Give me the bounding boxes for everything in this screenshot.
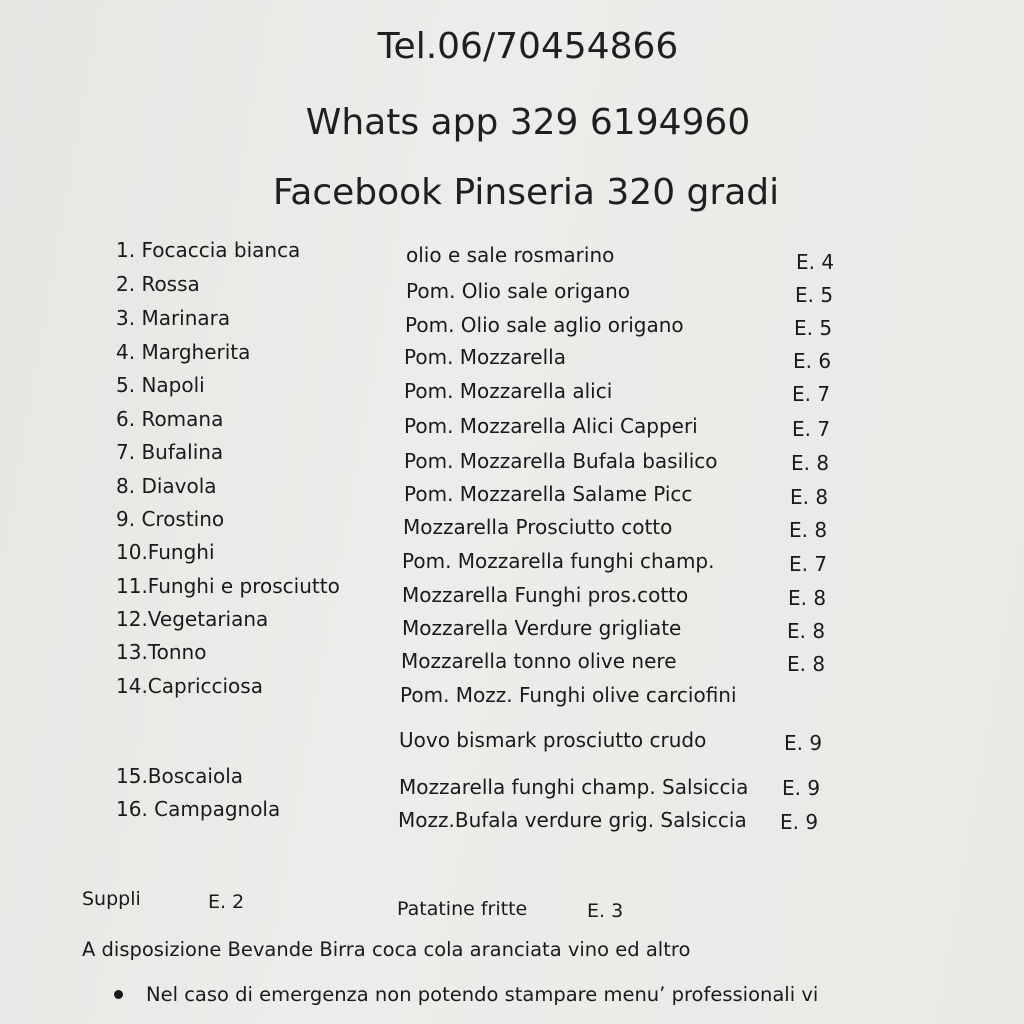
- item-price: E. 6: [793, 349, 832, 373]
- menu-row: [0, 507, 1024, 541]
- item-name: 16. Campagnola: [116, 797, 281, 821]
- item-description: Mozzarella Verdure grigliate: [402, 616, 682, 640]
- emergency-note: Nel caso di emergenza non potendo stampare menu’ professionali vi: [146, 983, 819, 1006]
- item-description: Uovo bismark prosciutto crudo: [399, 728, 707, 752]
- item-name: 1. Focaccia bianca: [116, 238, 301, 262]
- menu-row: [0, 272, 1024, 306]
- item-name: 12.Vegetariana: [116, 607, 269, 631]
- menu-row: [0, 726, 1024, 760]
- item-description: Pom. Mozzarella funghi champ.: [402, 549, 715, 573]
- item-price: E. 5: [794, 316, 833, 340]
- item-name: 6. Romana: [116, 407, 224, 431]
- item-description: Pom. Mozzarella Salame Picc: [404, 482, 693, 506]
- item-price: E. 8: [789, 518, 828, 542]
- item-description: olio e sale rosmarino: [406, 243, 615, 267]
- menu-row: [0, 238, 1024, 272]
- item-name: 3. Marinara: [116, 306, 231, 330]
- item-price: E. 9: [780, 810, 819, 834]
- item-price: E. 5: [795, 283, 834, 307]
- phone-number: Tel.06/70454866: [377, 26, 679, 67]
- item-description: Mozzarella Funghi pros.cotto: [402, 583, 689, 607]
- item-name: 14.Capricciosa: [116, 674, 263, 698]
- item-price: E. 8: [787, 619, 826, 643]
- item-description: Mozz.Bufala verdure grig. Salsiccia: [398, 808, 747, 832]
- item-price: E. 8: [787, 652, 826, 676]
- item-description: Pom. Olio sale aglio origano: [405, 313, 684, 337]
- menu-row: [0, 373, 1024, 407]
- menu-row: [0, 340, 1024, 374]
- item-description: Pom. Mozzarella Alici Capperi: [404, 414, 698, 438]
- item-name: 15.Boscaiola: [116, 764, 244, 788]
- item-name: 5. Napoli: [116, 373, 205, 397]
- menu-row: [0, 607, 1024, 641]
- item-name: 9. Crostino: [116, 507, 225, 531]
- whatsapp-number: Whats app 329 6194960: [305, 102, 751, 143]
- item-description: Mozzarella tonno olive nere: [401, 649, 677, 673]
- patatine-price: E. 3: [587, 900, 624, 922]
- item-name: 13.Tonno: [116, 640, 207, 664]
- menu-row: [0, 407, 1024, 441]
- menu-row: [0, 474, 1024, 508]
- item-price: E. 8: [790, 485, 829, 509]
- item-description: Pom. Mozz. Funghi olive carciofini: [400, 683, 737, 707]
- menu-row: [0, 640, 1024, 674]
- item-name: 7. Bufalina: [116, 440, 224, 464]
- item-name: 4. Margherita: [116, 340, 251, 364]
- item-price: E. 9: [782, 776, 821, 800]
- item-description: Pom. Mozzarella alici: [404, 379, 613, 403]
- item-name: 10.Funghi: [116, 540, 215, 564]
- menu-row: [0, 540, 1024, 574]
- menu-row: [0, 306, 1024, 340]
- item-price: E. 7: [789, 552, 828, 576]
- item-price: E. 8: [788, 586, 827, 610]
- drinks-note: A disposizione Bevande Birra coca cola aranciata vino ed altro: [82, 938, 691, 961]
- item-description: Mozzarella Prosciutto cotto: [403, 515, 673, 539]
- bullet-point: [114, 990, 123, 999]
- patatine-label: Patatine fritte: [397, 898, 528, 920]
- item-name: 8. Diavola: [116, 474, 217, 498]
- suppli-label: Suppli: [82, 888, 141, 910]
- item-price: E. 4: [796, 250, 835, 274]
- item-description: Pom. Olio sale origano: [406, 279, 631, 303]
- menu-row: [0, 674, 1024, 708]
- menu-row: [0, 574, 1024, 608]
- item-price: E. 9: [784, 731, 823, 755]
- item-description: Mozzarella funghi champ. Salsiccia: [399, 775, 749, 799]
- suppli-price: E. 2: [208, 891, 245, 913]
- item-description: Pom. Mozzarella Bufala basilico: [404, 449, 718, 473]
- item-price: E. 7: [792, 417, 831, 441]
- item-name: 11.Funghi e prosciutto: [116, 574, 340, 598]
- facebook-page: Facebook Pinseria 320 gradi: [272, 172, 780, 213]
- item-price: E. 7: [792, 382, 831, 406]
- menu-row: [0, 797, 1024, 834]
- menu-row: [0, 764, 1024, 798]
- item-name: 2. Rossa: [116, 272, 200, 296]
- item-price: E. 8: [791, 451, 830, 475]
- item-description: Pom. Mozzarella: [404, 345, 566, 369]
- menu-row: [0, 440, 1024, 474]
